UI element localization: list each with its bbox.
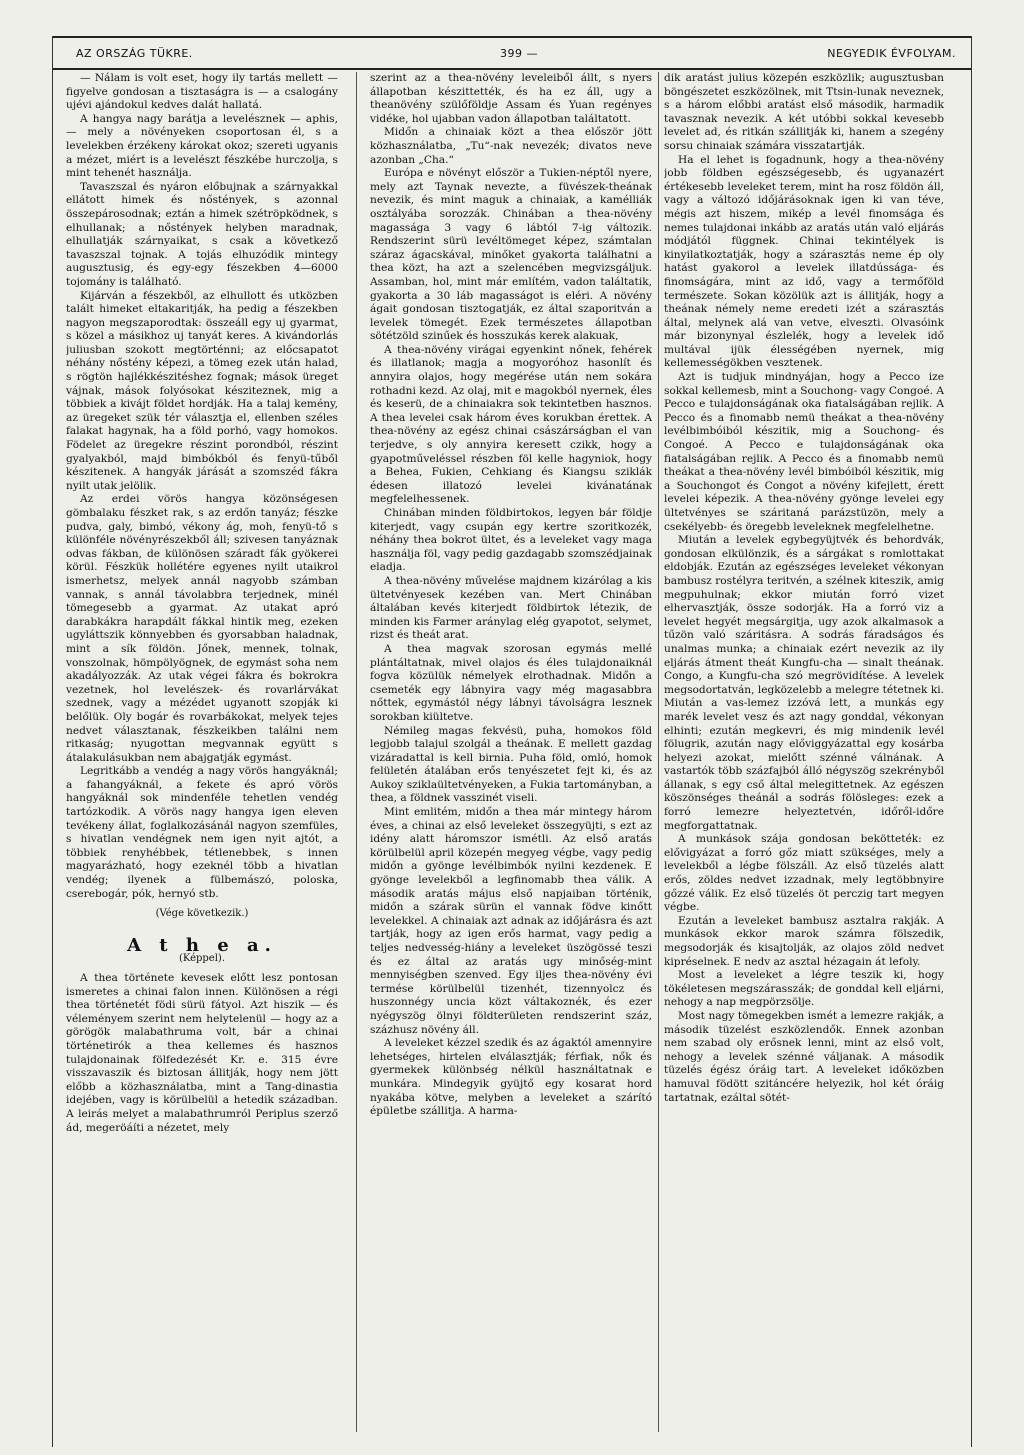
page-number: 399 —: [500, 47, 538, 60]
article-title: A t h e a.: [127, 934, 277, 956]
paragraph: A thea-növény virágai egyenkint nőnek, fehérek és illatlanok; magja a mogyoróhoz hasonlít és annyira olajos, hogy megérése után nem sokára rothadni kezd. Az olaj, mit e magokból nyernek, éles és keserü, de a chinaiakra sok tekintetben hasznos. A thea levelei csak három éves korukban érettek. A thea-növény az egész chinai császárságban el van terjedve, s oly annyira keresett czikk, hogy a gyapotműveléssel részben föl kelle hagyniok, hogy a Behea, Fukien, Cehkiang és Kiangsu sziklák édesen illatozó levelei kivánatának megfelelhessenek.: [370, 343, 652, 506]
paragraph: Azt is tudjuk mindnyájan, hogy a Pecco ize sokkal kellemesb, mint a Souchong- vagy Congoé. A Pecco e tulajdonságának oka fiatalságában rejlik. A Pecco és a finomabb nemü theákat a thea-növény levélbimbóiból készitik, mig a Souchong- és Congoé. A Pecco e tulajdonságának oka fiatalságában rejlik. A Pecco és a finomabb nemü theákat a thea-növény levél bimbóiból készitik, mig a Souchongot és Congot a növény kifejlett, érett levelei képezik. A thea-növény gyönge levelei egy ültetvényes se száritaná parázstüzön, mely a csekélyebb- és öregebb leveleknek megfelelhetne.: [664, 371, 944, 533]
paragraph: Az erdei vörös hangya közönségesen gömbalaku fészket rak, s az erdőn tanyáz; fészke pudva, galy, bimbó, vékony ág, moh, fenyü-tő s különféle növényrészekből áll; szivesen tanyáznak odvas fákban, de különösen száradt fák gyökerei körül. Fészkük hollétére egyenes nyilt utaikrol ismerhetsz, melyek annál nagyobb számban vannak, s annál távolabbra terjednek, minél tömegesebb a gyarmat. Az utakat apró darabkákra harapdált fákkal hintik meg, ezeken ugyláttszik könnyebben és gyorsabban haladnak, mint a sík földön. Jőnek, mennek, tolnak, vonszolnak, hömpölyögnek, de egymást soha nem akadályozzák. Az utak végei fákra és bokrokra vezetnek, hol levelészek- és rovarlárvákat szednek, vagy a mézédet ugyanott szopják ki belőlük. Oly bogár és rovarbákokat, melyek tejes nedvet választanak, fészkeikben találni nem ritkaság; nyugottan megvannak együtt s átalakulásukban nem abajgatják egymást.: [66, 493, 338, 764]
column-3: [664, 72, 944, 1442]
column-2: [370, 72, 652, 1442]
paragraph: Némileg magas fekvésü, puha, homokos föld legjobb talajul szolgál a theának. E mellett gazdag vizáradattal is kell birnia. Puha föld, omló, homok felületén átalában erős tenyészetet fejt ki, és az Aukoy sziklaültetvényeken, a Fukia tartományban, a thea, a földnek vasszinét viseli.: [370, 724, 652, 805]
running-header: [60, 44, 964, 64]
column-separator: [658, 72, 659, 1432]
paragraph: Most a leveleket a légre teszik ki, hogy tökéletesen megszárasszák; de gonddal kell eljárni, nehogy a nap megpörzsölje.: [664, 969, 944, 1009]
paragraph: Miután a levelek egybegyüjtvék és behordvák, gondosan elkülönzik, és a sárgákat s romlottakat eldobják. Ezután az egészséges leveleket vékonyan bambusz rostélyra teritvén, a szélnek kiteszik, amig megpuhulnak; ekkor miután forró vizet elhervasztják, össze sodorják. Ha a forró viz a levelet hegyét megsárgitja, ugy azok alkalmasok a tűzön való száritásra. A sodrás fáradságos és unalmas munka; a chinaiak ezért nevezik az ily eljárás átment theát Kungfu-cha — sinalt theának. Congo, a Kungfu-cha szó megrövidítése. A levelek megsodortatván, legközelebb a melegre tétetnek ki. Miután a vas-lemez izzóvá lett, a munkás egy marék levelet vesz és azt nagy gonddal, vékonyan elhinti; ezután megkevri, és mig mindenik levél fölugrik, azután nagy előviggyázattal egy kosárba helyezi azokat, mielőtt szénné válnának. A vastartók több százfajból álló négyszög szekrényből állanak, s egy cső által melegittetnek. Az egészen köszönséges theánál a sodrás fölösleges: ezek a forró lemezre helyeztetvén, időről-időre megforgattatnak.: [664, 534, 944, 832]
article-byline: (Képpel).: [178, 953, 226, 965]
paragraph: Európa e növényt először a Tukien-néptől nyere, mely azt Taynak nevezte, a füvészek-theának nevezik, és mint maguk a chinaiak, a kamélliák osztályába sorozzák. Chinában a thea-növény magassága 3 vagy 6 lábtól 7-ig változik. Rendszerint sürü levéltömeget képez, számtalan száraz ágacskával, minőket gyakorta találhatni a thea közt, ha azt a szelencében megvizsgáljuk. Assamban, hol, mint már említém, vadon találtatik, gyakorta a 30 láb magasságot is eléri. A növény ágait gondosan tisztogatják, ez által szaporitván a levelek tömegét. Ezek természetes állapotban sötétzöld szinűek és hosszukás kerek alakuak,: [370, 167, 652, 343]
paragraph: Mint emlitém, midőn a thea már mintegy három éves, a chinai az első leveleket összegyüjti, s ezt az idény alatt háromszor ismétli. Az első aratás körülbelül april közepén megyeg végbe, vagy pedig midőn a gyönge levélbimbók nyilni kezdenek. E gyönge levelekből a legfinomabb thea válik. A második aratás május első napjaiban történik, midőn a szárak sürün el vannak födve kinőtt levelekkel. A chinaiak azt adnak az időjárásra és azt tartják, hogy az igen erős harmat, vagy pedig a teljes nedvesség-hiány a leveleket üszögössé teszi és ez által az aratás ugy minőség-mint mennyiségben szenved. Egy iljes thea-növény évi termése körülbelül tizenhét, tizennyolcz és huszonnégy uncia közt váltakoznék, és ezer nyégyszög ölnyi földterületen rendszerint száz, százhusz növény áll.: [370, 806, 652, 1036]
paragraph: A thea története kevesek előtt lesz pontosan ismeretes a chinai falon innen. Különösen a régi thea történetét födi sürü fátyol. Azt hiszik — és véleményem szerint nem helytelenül — hogy az a görögök malabathruma volt, bár a chinai történetirók a thea kellemes és hasznos tulajdonainak fölfedezését Kr. e. 315 évre visszavaszik és biztosan állitják, hogy nem jött előbb a közhasználatba, mint a Tang-dinastia idejében, vagy is körülbelül a hetedik században. A leirás melyet a malabathrumról Periplus szerző ád, megeröáíti a nézetet, mely: [66, 972, 338, 1134]
paragraph: Tavaszszal és nyáron előbujnak a szárnyakkal ellátott himek és nőstények, s azonnal összepárosodnak; eztán a himek szétröpködnek, s elhullanak; a nőstények helyben maradnak, elhullatják szárnyaikat, s csak a következő tavaszszal tojnak. A tojás elhuzódik mintegy augusztusig, és egy-egy fészekben 4—6000 tojomány is található.: [66, 180, 338, 288]
paragraph: dik aratást julius közepén eszközlik; augusztusban böngészetet eszközölnek, mit Ttsin-lunak neveznek, s a három előbbi aratást első második, harmadik tavasznak nevezik. A két utóbbi sokkal kevesebb levelet ad, és ritkán szállitják ki, hanem a szegény sorsu chinaiak számára visszatartják.: [664, 72, 944, 152]
header-rule: [52, 68, 972, 70]
paragraph: A thea-növény művelése majdnem kizárólag a kis ültetvényesek kezében van. Mert Chinában általában kevés kiterjedt földbirtok létezik, de minden kis Farmer aránylag elég gyapotot, selymet, rizst és theát arat.: [370, 574, 652, 642]
paragraph: Ezután a leveleket bambusz asztalra rakják. A munkások ekkor marok számra fölszedik, megsodorják és kisajtolják, az olajos zöld nedvet kipréselnek. E nedv az asztal hézagain át lefoly.: [664, 914, 944, 968]
volume-label: NEGYEDIK ÉVFOLYAM.: [827, 47, 956, 60]
paragraph: Chinában minden földbirtokos, legyen bár földje kiterjedt, vagy csupán egy kertre szoritkozék, néhány thea bokrot ültet, és a leveleket vagy maga használja föl, vagy pedig gazdagabb szomszédjainak eladja.: [370, 507, 652, 574]
top-rule: [52, 36, 972, 38]
paragraph: A hangya nagy barátja a levelésznek — aphis, — mely a növényeken csoportosan él, s a levelekben érzékeny károkat okoz; szereti ugyanis a mézet, miért is a levelészt fészkébe hurczolja, s mint tehenét használja.: [66, 112, 338, 180]
right-border: [971, 36, 972, 1447]
continued-note: (Vége következik.): [155, 908, 249, 920]
paragraph: szerint az a thea-növény leveleiből állt, s nyers állapotban készittették, és ha ez áll, ugy a theanövény szülőföldje Assam és Yuan regényes vidéke, hol ujabban vadon állapotban találtatott.: [370, 72, 652, 125]
paragraph: A thea magvak szorosan egymás mellé plántáltatnak, mivel olajos és éles tulajdonaiknál fogva közülük némelyek elrothadnak. Midőn a csemeték egy lábnyira vagy még magasabbra nőttek, egymástól négy lábnyi távolságra lesznek sorokban kiültetve.: [370, 642, 652, 723]
publication-title: AZ ORSZÁG TÜKRE.: [76, 47, 193, 60]
paragraph: Most nagy tömegekben ismét a lemezre rakják, a második tüzelést eszközlendők. Ennek azonban nem szabad oly erősnek lenni, mint az első volt, nehogy a levelek szénné váljanak. A második tüzelés égész óráig tart. A leveleket időközben hamuval födött szitáncére helyezik, hol két óráig tartatnak, ezáltal sötét-: [664, 1009, 944, 1104]
column-1: [66, 72, 338, 1442]
paragraph: A munkások szája gondosan bekötteték: ez elővigyázat a forró gőz miatt szükséges, mely a levelekből a légbe fölszáll. Az első tüzelés alatt erős, zöldes nedvet izzadnak, mely legtöbbnyire gőzzé válik. Ez első tüzelés öt perczig tart megyen végbe.: [664, 833, 944, 914]
paragraph: Legritkább a vendég a nagy vörös hangyáknál; a fahangyáknál, a fekete és apró vörös hangyáknál sok mindenféle tehetlen vendég tartózkodik. A vörös nagy hangya igen eleven tevékeny állat, foglalkozásánál nagyon szemfüles, s hivatlan vendégnek nem igen nyit ajtót, a többiek renyhébbek, tétlenebbek, s innen magyarázható, hogy ezeknél több a hivatlan vendég; ilyenek a fülbemászó, poloska, cserebogár, pók, hernyó stb.: [66, 765, 338, 900]
paragraph: A leveleket kézzel szedik és az ágaktól amennyire lehetséges, hirtelen elválasztják; férfiak, nők és gyermekek különbség nélkül használtatnak e munkára. Mindegyik gyüjtő egy kosarat hord nyakába kötve, melyben a leveleket a szárító épületbe szállitja. A harma-: [370, 1037, 652, 1118]
paragraph: — Nálam is volt eset, hogy ily tartás mellett — figyelve gondosan a tisztaságra is — a csalogány ujévi ajándokul kedves dalát hallatá.: [66, 72, 338, 112]
paragraph: Kijárván a fészekből, az elhullott és utközben talált himeket eltakaritják, ha pedig a fészekben nagyon megszaporodtak: összeáll egy uj gyarmat, s közel a másikhoz uj tanyát keres. A kivándorlás juliusban szokott megtörténni; az előcsapatot néhány nőstény képezi, a tömeg ezek után halad, s rögtön hajlékkészitéshez fognak; mások üreget vájnak, mások folyósokat késziteznek, mig a többiek a kivájt földet hordják. Ha a talaj kemény, az üregeket szük tér választja el, ellenben széles falakat hagynak, ha a föld porhó, vagy homokos. Födelet az üregekre részint porondból, részint gyalyakból, majd bimbókból és fenyü-tűből készitenek. A hangyák járását a szomszéd fákra nyilt utak jelölik.: [66, 289, 338, 492]
column-separator: [356, 72, 357, 1432]
left-border: [52, 36, 53, 1447]
paragraph: Ha el lehet is fogadnunk, hogy a thea-növény jobb földben egészségesebb, és ugyanazért értékesebb leveleket terem, mint ha rosz földön áll, vagy a változó időjárásoknak igen ki van téve, mégis azt hiszem, mikép a levél finomsága és nemes tulajdonai inkább az aratás után való eljárás módjától függnek. Chinai tekintélyek is kinyilatkoztatják, hogy a szárasztás neme ép oly hatást gyakorol a levelek illatdússága- és finomságára, mint az idő, vagy a termőföld természete. Sokan közölük azt is állitják, hogy a theának némely neme eredeti izét a szárasztás által, melynek alá van vetve, elveszti. Olvasóink már bizonynyal észlelék, hogy a levelek idő multával ijük élességében nyernek, mig kellemességökben vesztenek.: [664, 153, 944, 370]
paragraph: Midőn a chinaiak közt a thea először jött közhasználatba, „Tu“-nak nevezék; divatos neve azonban „Cha.“: [370, 126, 652, 166]
